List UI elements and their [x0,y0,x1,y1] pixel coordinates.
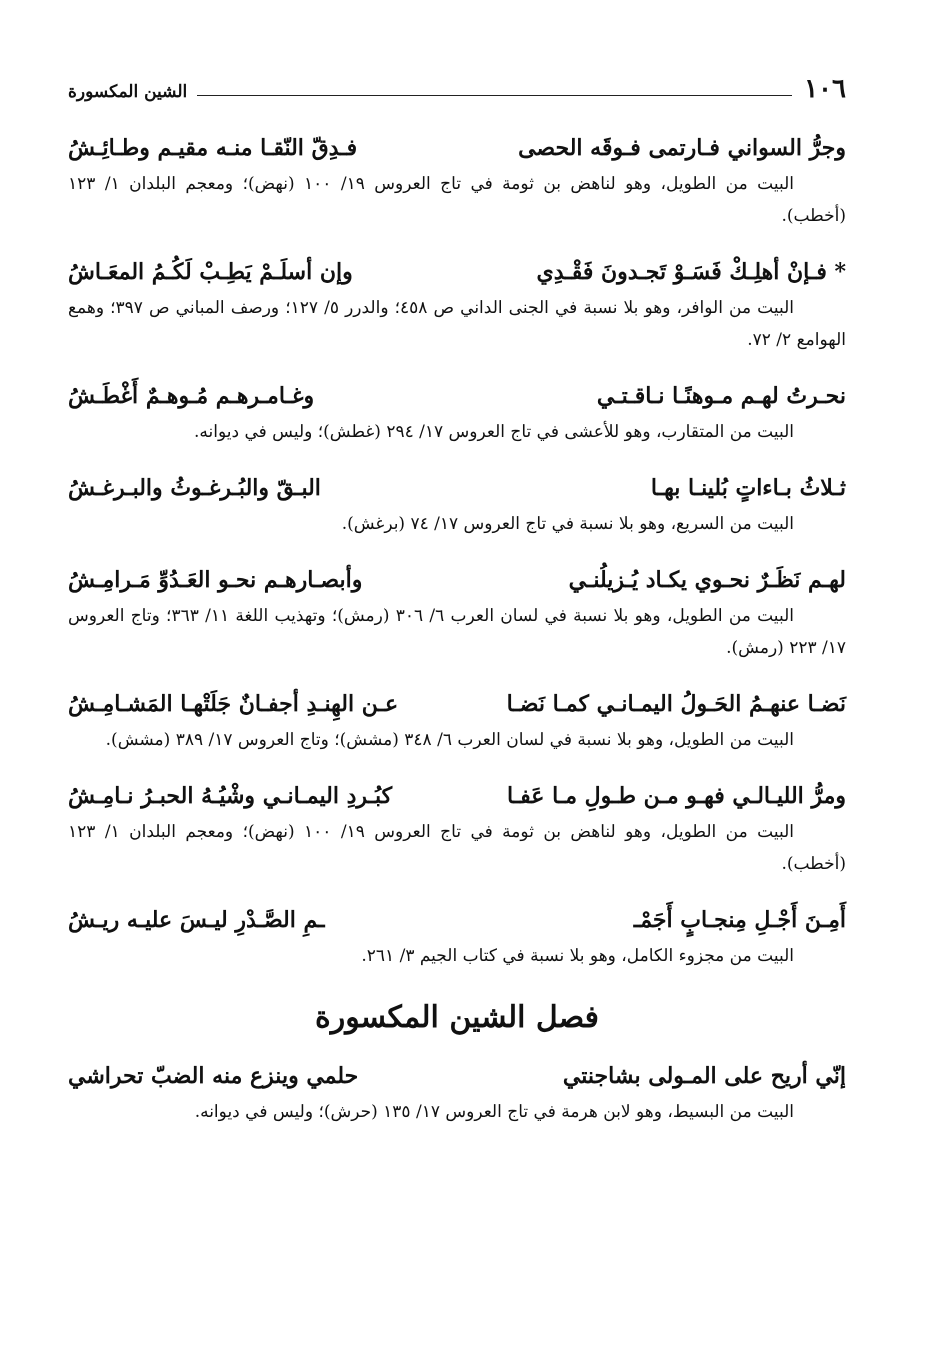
first-hemistich: نَضـا عنهـمُ الحَـولُ اليمـانـي كمـا نَضـا [506,691,846,717]
first-hemistich: ثـلاثُ بـاءاتٍ بُلينـا بهـا [650,475,846,501]
verse-entry [68,688,846,756]
running-title: الشين المكسورة [68,82,188,102]
second-hemistich: وإن أسلَـمْ يَطِـبْ لَكُـمُ المعَـاشُ [68,259,353,285]
first-hemistich: نحـرتُ لهـم مـوهنًـا نـاقـتـي [596,383,846,409]
header-rule [197,95,792,96]
first-hemistich: إنّي أريح على المـولى بشاجنتي [562,1063,846,1089]
verse-entry [68,472,846,540]
second-hemistich: فـدِقّ النّقـا منـه مقيـم وطـائِـشُ [68,135,358,161]
verse-line [68,780,846,812]
second-hemistich: ـمِ الصَّـدْرِ ليـسَ عليـه ريـشُ [68,907,325,933]
first-hemistich: وجرُّ السواني فـارتمى فـوقَه الحصى [518,135,846,161]
verse-line [68,904,846,936]
verse-note: البيت من الوافر، وهو بلا نسبة في الجنى الداني ص ٤٥٨؛ والدرر ٥/ ١٢٧؛ ورصف المباني ص ٣٩٧؛ وهمع الهوامع ٢/ ٧٢. [68,298,846,350]
verse-note: البيت من الطويل، وهو لناهض بن ثومة في تاج العروس ١٩/ ١٠٠ (نهض)؛ ومعجم البلدان ١/ ١٢٣ (أخطب). [68,174,846,226]
section-heading: فصل الشين المكسورة [315,1000,599,1035]
page-header [68,66,846,102]
verse-line [68,132,846,164]
verse-note: البيت من الطويل، وهو بلا نسبة في لسان العرب ٦/ ٣٠٦ (رمش)؛ وتهذيب اللغة ١١/ ٣٦٣؛ وتاج العروس ١٧/ ٢٢٣ (رمش). [68,606,846,658]
second-hemistich: عـن الهِنـدِ أجفـانٌ جَلَتْهـا المَشـامِـشُ [68,691,399,717]
verse-line [68,688,846,720]
verse-line [68,564,846,596]
first-hemistich: لهـم نَظَـرٌ نحـوي يكـاد يُـزيلُنـي [568,567,846,593]
verse-entry [68,132,846,232]
verse-entry [68,780,846,880]
verse-line [68,256,846,288]
verse-note: البيت من المتقارب، وهو للأعشى في تاج العروس ١٧/ ٢٩٤ (غطش)؛ وليس في ديوانه. [193,422,794,442]
second-hemistich: كبُـردِ اليمـانـي وشْيُـهُ الحبـرُ نـامِـشُ [68,783,393,809]
second-hemistich: وأبصـارهـم نحـو العَـدُوِّ مَـرامِـشُ [68,567,363,593]
verse-entry [68,380,846,448]
first-hemistich: أَمِـنَ أَجْـلِ مِنجـابٍ أَجَمْـ [633,907,846,933]
verse-note: البيت من البسيط، وهو لابن هرمة في تاج العروس ١٧/ ١٣٥ (حرش)؛ وليس في ديوانه. [194,1102,794,1122]
page-number: ١٠٦ [804,74,846,104]
verse-line [68,1060,846,1092]
verse-note: البيت من الطويل، وهو لناهض بن ثومة في تاج العروس ١٩/ ١٠٠ (نهض)؛ ومعجم البلدان ١/ ١٢٣ (أخطب). [68,822,846,874]
book-page [68,66,846,1152]
verse-note: البيت من السريع، وهو بلا نسبة في تاج العروس ١٧/ ٧٤ (برغش). [341,514,794,534]
verse-entry [68,904,846,972]
verse-line [68,472,846,504]
verse-entry [68,256,846,356]
verse-note: البيت من الطويل، وهو بلا نسبة في لسان العرب ٦/ ٣٤٨ (مشش)؛ وتاج العروس ١٧/ ٣٨٩ (مشش). [105,730,794,750]
verse-note: البيت من مجزوء الكامل، وهو بلا نسبة في كتاب الجيم ٣/ ٢٦١. [361,946,794,966]
first-hemistich: ومرُّ الليـالـي فهـو مـن طـولِ مـا عَفـا [507,783,846,809]
verse-line [68,380,846,412]
verse-entry [68,564,846,664]
second-hemistich: البـقّ والبُـرغـوثُ والبـرغـشُ [68,475,321,501]
first-hemistich: * فـإنْ أهلِـكْ فَسَـوْ تَجـدونَ فَقْـدِي [536,259,846,285]
second-hemistich: وغـامـرهـم مُـوهـمٌ أَغْطَـشُ [68,383,315,409]
second-hemistich: حلمي وينزع منه الضبّ تحراشي [68,1063,359,1089]
verse-entry [68,1060,846,1128]
